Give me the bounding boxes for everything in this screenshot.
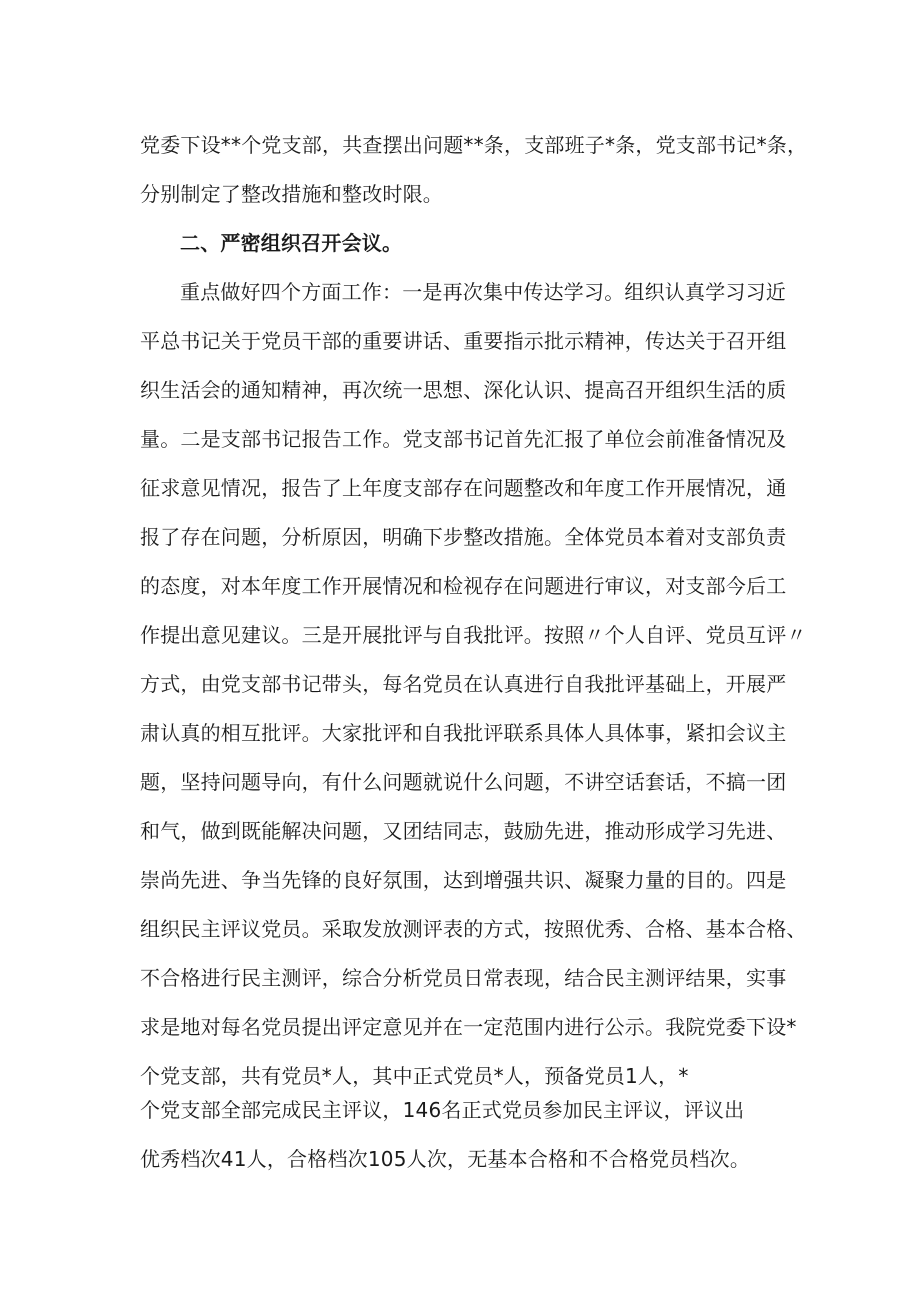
paragraph-first-line: 重点做好四个方面工作：一是再次集中传达学习。组织认真学习习近	[180, 280, 786, 304]
text-line: 征求意见情况，报告了上年度支部存在问题整改和年度工作开展情况，通	[140, 476, 787, 500]
text-line: 作提出意见建议。三是开展批评与自我批评。按照〃个人自评、党员互评〃	[140, 623, 807, 647]
text-line: 方式，由党支部书记带头，每名党员在认真进行自我批评基础上，开展严	[140, 672, 787, 696]
text-line: 和气，做到既能解决问题，又团结同志，鼓励先进，推动形成学习先进、	[140, 819, 787, 843]
text-line: 平总书记关于党员干部的重要讲话、重要指示批示精神，传达关于召开组	[140, 329, 787, 353]
text-line: 的态度，对本年度工作开展情况和检视存在问题进行审议，对支部今后工	[140, 574, 787, 598]
text-line: 个党支部，共有党员*人，其中正式党员*人，预备党员1人，*	[140, 1064, 689, 1088]
section-heading: 二、严密组织召开会议。	[180, 231, 403, 255]
text-line: 个党支部全部完成民主评议，146名正式党员参加民主评议，评议出	[140, 1098, 745, 1122]
text-line: 党委下设**个党支部，共查摆出问题**条，支部班子*条，党支部书记*条，	[140, 133, 808, 157]
text-line: 不合格进行民主测评，综合分析党员日常表现，结合民主测评结果，实事	[140, 966, 787, 990]
text-line: 量。二是支部书记报告工作。党支部书记首先汇报了单位会前准备情况及	[140, 427, 787, 451]
text-line: 报了存在问题，分析原因，明确下步整改措施。全体党员本着对支部负责	[140, 525, 787, 549]
text-line: 分别制定了整改措施和整改时限。	[140, 182, 443, 206]
text-line: 崇尚先进、争当先锋的良好氛围，达到增强共识、凝聚力量的目的。四是	[140, 868, 787, 892]
text-line: 题，坚持问题导向，有什么问题就说什么问题，不讲空话套话，不搞一团	[140, 770, 787, 794]
text-line: 组织民主评议党员。采取发放测评表的方式，按照优秀、合格、基本合格、	[140, 917, 807, 941]
text-line: 织生活会的通知精神，再次统一思想、深化认识、提高召开组织生活的质	[140, 378, 787, 402]
text-line: 优秀档次41人，合格档次105人次，无基本合格和不合格党员档次。	[140, 1147, 751, 1171]
text-line: 求是地对每名党员提出评定意见并在一定范围内进行公示。我院党委下设*	[140, 1015, 797, 1039]
text-line: 肃认真的相互批评。大家批评和自我批评联系具体人具体事，紧扣会议主	[140, 721, 787, 745]
